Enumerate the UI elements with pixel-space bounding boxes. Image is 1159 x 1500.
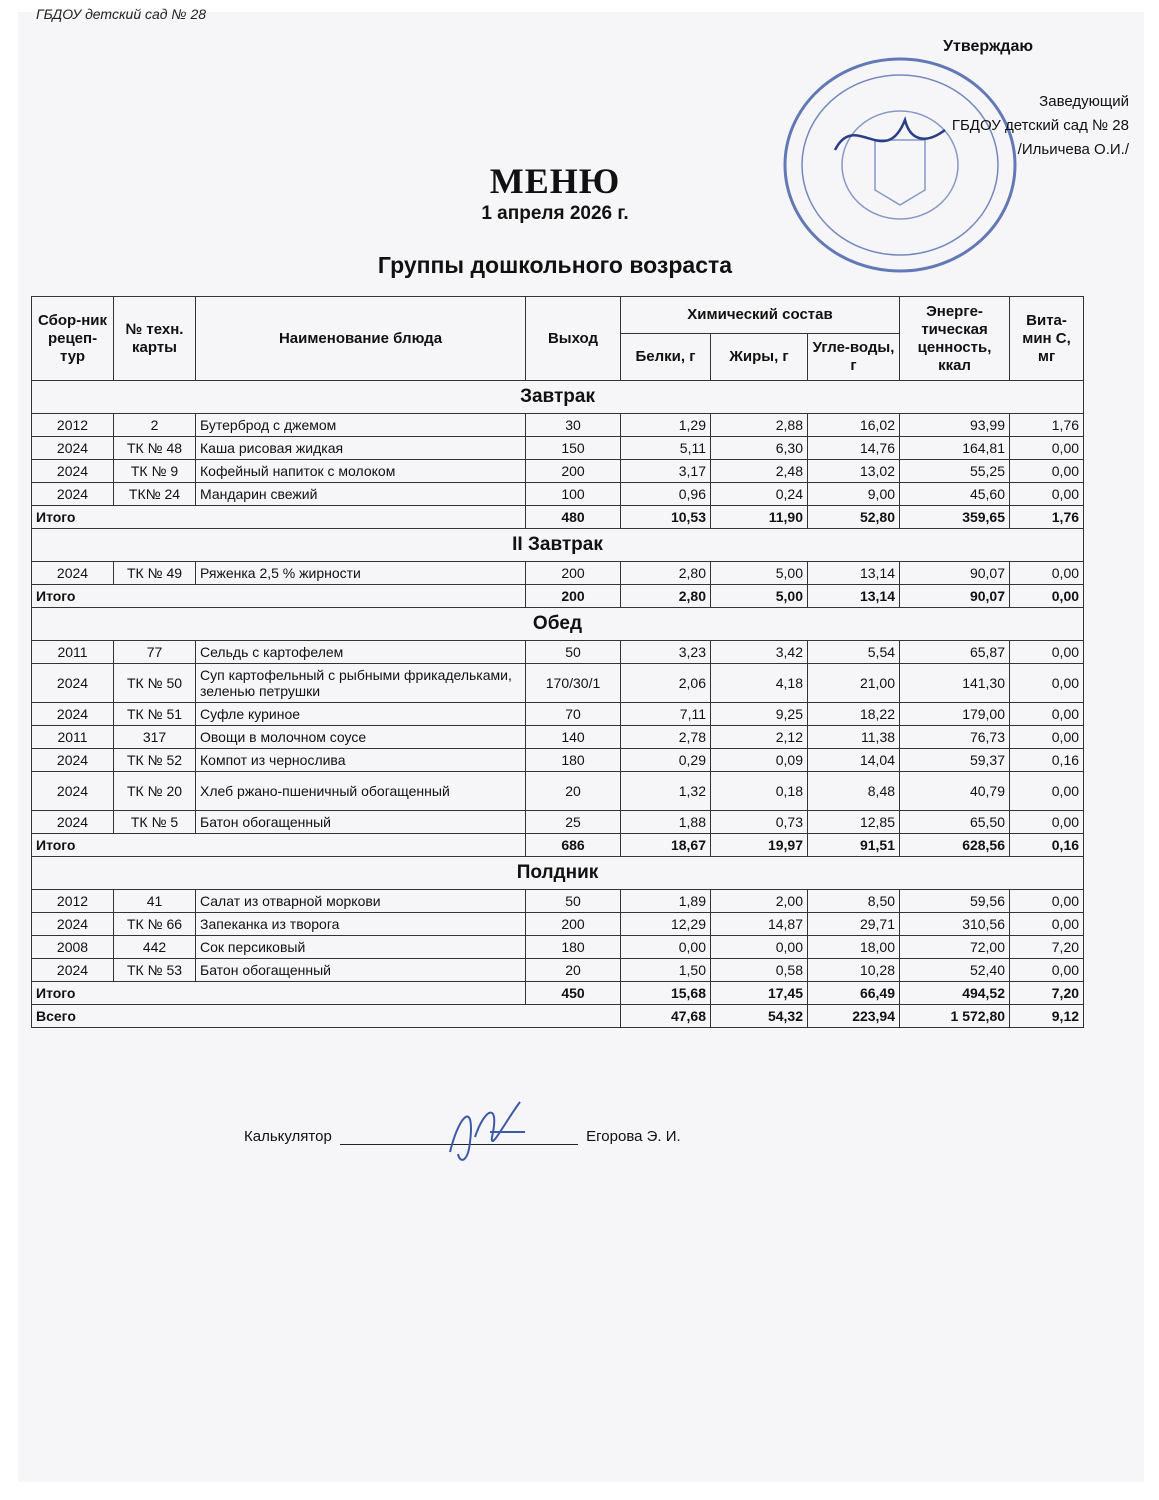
table-row — [32, 936, 1084, 959]
total-protein: 15,68 — [621, 982, 711, 1005]
cell-collection: 2011 — [32, 641, 114, 664]
cell-collection: 2011 — [32, 726, 114, 749]
cell-card: ТК № 50 — [114, 664, 196, 703]
total-label: Итого — [32, 834, 526, 857]
cell-yield: 30 — [526, 414, 621, 437]
total-protein: 2,80 — [621, 585, 711, 608]
cell-card: ТК № 5 — [114, 811, 196, 834]
cell-card: 77 — [114, 641, 196, 664]
cell-carbs: 10,28 — [808, 959, 900, 982]
cell-energy: 310,56 — [900, 913, 1010, 936]
grand-total-label: Всего — [32, 1005, 621, 1028]
cell-protein: 1,88 — [621, 811, 711, 834]
menu-body — [32, 381, 1084, 1028]
grand-total-fat: 54,32 — [711, 1005, 808, 1028]
total-carbs: 13,14 — [808, 585, 900, 608]
cell-fat: 4,18 — [711, 664, 808, 703]
cell-carbs: 12,85 — [808, 811, 900, 834]
total-carbs: 91,51 — [808, 834, 900, 857]
cell-yield: 180 — [526, 936, 621, 959]
col-energy: Энерге-тическая ценность, ккал — [900, 297, 1010, 381]
cell-dish: Салат из отварной моркови — [196, 890, 526, 913]
cell-fat: 6,30 — [711, 437, 808, 460]
cell-energy: 59,56 — [900, 890, 1010, 913]
cell-yield: 25 — [526, 811, 621, 834]
cell-energy: 90,07 — [900, 562, 1010, 585]
cell-collection: 2024 — [32, 437, 114, 460]
page-title: МЕНЮ — [489, 161, 621, 201]
cell-card: ТК № 66 — [114, 913, 196, 936]
total-protein: 18,67 — [621, 834, 711, 857]
cell-yield: 20 — [526, 772, 621, 811]
head-name: /Ильичева О.И./ — [1017, 141, 1129, 158]
cell-collection: 2012 — [32, 414, 114, 437]
cell-collection: 2024 — [32, 483, 114, 506]
approval-block — [952, 90, 1129, 162]
cell-card: ТК № 9 — [114, 460, 196, 483]
grand-total-energy: 1 572,80 — [900, 1005, 1010, 1028]
table-row — [32, 664, 1084, 703]
table-row — [32, 483, 1084, 506]
table-row — [32, 562, 1084, 585]
table-header-row — [32, 297, 1084, 334]
table-row — [32, 772, 1084, 811]
total-carbs: 66,49 — [808, 982, 900, 1005]
total-yield: 450 — [526, 982, 621, 1005]
cell-protein: 1,32 — [621, 772, 711, 811]
cell-energy: 40,79 — [900, 772, 1010, 811]
cell-fat: 2,88 — [711, 414, 808, 437]
col-vitamin: Вита-мин С, мг — [1010, 297, 1084, 381]
section-title: Обед — [32, 608, 1084, 641]
cell-yield: 100 — [526, 483, 621, 506]
total-row — [32, 834, 1084, 857]
cell-vitamin: 0,00 — [1010, 772, 1084, 811]
cell-dish: Бутерброд с джемом — [196, 414, 526, 437]
cell-dish: Батон обогащенный — [196, 811, 526, 834]
cell-collection: 2024 — [32, 460, 114, 483]
cell-yield: 20 — [526, 959, 621, 982]
cell-fat: 14,87 — [711, 913, 808, 936]
cell-energy: 55,25 — [900, 460, 1010, 483]
cell-yield: 70 — [526, 703, 621, 726]
table-row — [32, 913, 1084, 936]
cell-card: ТК № 51 — [114, 703, 196, 726]
cell-protein: 12,29 — [621, 913, 711, 936]
cell-vitamin: 0,00 — [1010, 437, 1084, 460]
cell-dish: Овощи в молочном соусе — [196, 726, 526, 749]
cell-carbs: 13,14 — [808, 562, 900, 585]
cell-fat: 0,24 — [711, 483, 808, 506]
section-row — [32, 608, 1084, 641]
total-energy: 628,56 — [900, 834, 1010, 857]
cell-carbs: 11,38 — [808, 726, 900, 749]
total-label: Итого — [32, 982, 526, 1005]
cell-carbs: 18,00 — [808, 936, 900, 959]
section-title: II Завтрак — [32, 529, 1084, 562]
cell-energy: 141,30 — [900, 664, 1010, 703]
total-yield: 686 — [526, 834, 621, 857]
total-energy: 90,07 — [900, 585, 1010, 608]
cell-yield: 170/30/1 — [526, 664, 621, 703]
cell-protein: 0,29 — [621, 749, 711, 772]
cell-vitamin: 0,00 — [1010, 483, 1084, 506]
cell-vitamin: 1,76 — [1010, 414, 1084, 437]
cell-energy: 65,50 — [900, 811, 1010, 834]
cell-yield: 200 — [526, 460, 621, 483]
cell-fat: 2,48 — [711, 460, 808, 483]
table-row — [32, 414, 1084, 437]
total-row — [32, 585, 1084, 608]
cell-dish: Сок персиковый — [196, 936, 526, 959]
cell-collection: 2024 — [32, 959, 114, 982]
cell-dish: Каша рисовая жидкая — [196, 437, 526, 460]
cell-energy: 179,00 — [900, 703, 1010, 726]
cell-protein: 3,23 — [621, 641, 711, 664]
cell-vitamin: 0,00 — [1010, 811, 1084, 834]
cell-fat: 3,42 — [711, 641, 808, 664]
cell-yield: 50 — [526, 641, 621, 664]
calculator-label: Калькулятор — [244, 1128, 332, 1145]
cell-card: 442 — [114, 936, 196, 959]
total-fat: 17,45 — [711, 982, 808, 1005]
cell-protein: 5,11 — [621, 437, 711, 460]
cell-energy: 72,00 — [900, 936, 1010, 959]
table-row — [32, 726, 1084, 749]
cell-vitamin: 7,20 — [1010, 936, 1084, 959]
total-fat: 5,00 — [711, 585, 808, 608]
col-carbs: Угле-воды, г — [808, 334, 900, 381]
cell-fat: 9,25 — [711, 703, 808, 726]
cell-card: ТК № 52 — [114, 749, 196, 772]
section-row — [32, 857, 1084, 890]
total-yield: 480 — [526, 506, 621, 529]
total-vitamin: 0,00 — [1010, 585, 1084, 608]
cell-vitamin: 0,00 — [1010, 959, 1084, 982]
cell-vitamin: 0,16 — [1010, 749, 1084, 772]
cell-protein: 1,50 — [621, 959, 711, 982]
cell-carbs: 14,76 — [808, 437, 900, 460]
cell-carbs: 16,02 — [808, 414, 900, 437]
cell-vitamin: 0,00 — [1010, 641, 1084, 664]
cell-collection: 2012 — [32, 890, 114, 913]
total-energy: 359,65 — [900, 506, 1010, 529]
cell-vitamin: 0,00 — [1010, 890, 1084, 913]
cell-protein: 3,17 — [621, 460, 711, 483]
col-fat: Жиры, г — [711, 334, 808, 381]
table-row — [32, 811, 1084, 834]
cell-energy: 76,73 — [900, 726, 1010, 749]
col-card: № техн. карты — [114, 297, 196, 381]
cell-fat: 0,00 — [711, 936, 808, 959]
cell-dish: Сельдь с картофелем — [196, 641, 526, 664]
cell-carbs: 5,54 — [808, 641, 900, 664]
total-protein: 10,53 — [621, 506, 711, 529]
cell-carbs: 8,48 — [808, 772, 900, 811]
table-row — [32, 890, 1084, 913]
total-fat: 11,90 — [711, 506, 808, 529]
cell-dish: Батон обогащенный — [196, 959, 526, 982]
org-header: ГБДОУ детский сад № 28 — [36, 6, 207, 22]
total-vitamin: 0,16 — [1010, 834, 1084, 857]
col-collection: Сбор-ник рецеп-тур — [32, 297, 114, 381]
cell-collection: 2024 — [32, 562, 114, 585]
cell-yield: 200 — [526, 562, 621, 585]
cell-protein: 2,78 — [621, 726, 711, 749]
cell-collection: 2024 — [32, 749, 114, 772]
total-fat: 19,97 — [711, 834, 808, 857]
cell-dish: Мандарин свежий — [196, 483, 526, 506]
cell-vitamin: 0,00 — [1010, 562, 1084, 585]
cell-collection: 2024 — [32, 811, 114, 834]
cell-dish: Суфле куриное — [196, 703, 526, 726]
section-row — [32, 529, 1084, 562]
cell-vitamin: 0,00 — [1010, 726, 1084, 749]
position-title: Заведующий — [1039, 93, 1129, 110]
cell-energy: 164,81 — [900, 437, 1010, 460]
cell-yield: 140 — [526, 726, 621, 749]
cell-vitamin: 0,00 — [1010, 703, 1084, 726]
table-row — [32, 749, 1084, 772]
cell-protein: 2,06 — [621, 664, 711, 703]
cell-collection: 2024 — [32, 703, 114, 726]
total-energy: 494,52 — [900, 982, 1010, 1005]
cell-carbs: 21,00 — [808, 664, 900, 703]
cell-vitamin: 0,00 — [1010, 460, 1084, 483]
cell-protein: 0,00 — [621, 936, 711, 959]
grand-total-carbs: 223,94 — [808, 1005, 900, 1028]
total-carbs: 52,80 — [808, 506, 900, 529]
cell-collection: 2024 — [32, 772, 114, 811]
cell-collection: 2008 — [32, 936, 114, 959]
cell-yield: 50 — [526, 890, 621, 913]
cell-card: ТК № 53 — [114, 959, 196, 982]
calculator-name: Егорова Э. И. — [586, 1128, 681, 1145]
col-protein: Белки, г — [621, 334, 711, 381]
cell-fat: 2,00 — [711, 890, 808, 913]
col-yield: Выход — [526, 297, 621, 381]
cell-carbs: 29,71 — [808, 913, 900, 936]
menu-table — [31, 296, 1084, 1028]
table-row — [32, 437, 1084, 460]
col-chem: Химический состав — [621, 297, 900, 334]
cell-fat: 0,09 — [711, 749, 808, 772]
cell-protein: 2,80 — [621, 562, 711, 585]
cell-card: ТК№ 24 — [114, 483, 196, 506]
org-name: ГБДОУ детский сад № 28 — [951, 117, 1129, 134]
grand-total-protein: 47,68 — [621, 1005, 711, 1028]
cell-yield: 150 — [526, 437, 621, 460]
total-yield: 200 — [526, 585, 621, 608]
total-vitamin: 1,76 — [1010, 506, 1084, 529]
cell-yield: 180 — [526, 749, 621, 772]
cell-carbs: 14,04 — [808, 749, 900, 772]
section-title: Полдник — [32, 857, 1084, 890]
table-row — [32, 959, 1084, 982]
cell-fat: 0,73 — [711, 811, 808, 834]
cell-card: 41 — [114, 890, 196, 913]
cell-card: 2 — [114, 414, 196, 437]
cell-dish: Компот из чернослива — [196, 749, 526, 772]
cell-yield: 200 — [526, 913, 621, 936]
cell-protein: 1,29 — [621, 414, 711, 437]
table-row — [32, 641, 1084, 664]
cell-card: 317 — [114, 726, 196, 749]
col-dish: Наименование блюда — [196, 297, 526, 381]
cell-energy: 59,37 — [900, 749, 1010, 772]
cell-carbs: 13,02 — [808, 460, 900, 483]
grand-total-vitamin: 9,12 — [1010, 1005, 1084, 1028]
signature-mark — [430, 1092, 540, 1172]
total-label: Итого — [32, 506, 526, 529]
cell-protein: 1,89 — [621, 890, 711, 913]
total-row — [32, 982, 1084, 1005]
cell-protein: 7,11 — [621, 703, 711, 726]
cell-dish: Кофейный напиток с молоком — [196, 460, 526, 483]
cell-card: ТК № 49 — [114, 562, 196, 585]
cell-dish: Запеканка из творога — [196, 913, 526, 936]
cell-collection: 2024 — [32, 664, 114, 703]
menu-date: 1 апреля 2026 г. — [481, 203, 629, 224]
cell-vitamin: 0,00 — [1010, 664, 1084, 703]
cell-card: ТК № 48 — [114, 437, 196, 460]
cell-collection: 2024 — [32, 913, 114, 936]
cell-energy: 93,99 — [900, 414, 1010, 437]
table-row — [32, 460, 1084, 483]
cell-protein: 0,96 — [621, 483, 711, 506]
cell-carbs: 8,50 — [808, 890, 900, 913]
cell-fat: 5,00 — [711, 562, 808, 585]
cell-energy: 65,87 — [900, 641, 1010, 664]
section-row — [32, 381, 1084, 414]
total-vitamin: 7,20 — [1010, 982, 1084, 1005]
cell-dish: Ряженка 2,5 % жирности — [196, 562, 526, 585]
approve-label: Утверждаю — [943, 38, 1033, 55]
cell-card: ТК № 20 — [114, 772, 196, 811]
grand-total-row — [32, 1005, 1084, 1028]
table-row — [32, 703, 1084, 726]
section-title: Завтрак — [32, 381, 1084, 414]
cell-fat: 0,18 — [711, 772, 808, 811]
cell-dish: Хлеб ржано-пшеничный обогащенный — [196, 772, 526, 811]
cell-energy: 52,40 — [900, 959, 1010, 982]
cell-fat: 0,58 — [711, 959, 808, 982]
total-label: Итого — [32, 585, 526, 608]
cell-fat: 2,12 — [711, 726, 808, 749]
group-title: Группы дошкольного возраста — [377, 252, 733, 278]
cell-vitamin: 0,00 — [1010, 913, 1084, 936]
cell-carbs: 18,22 — [808, 703, 900, 726]
cell-energy: 45,60 — [900, 483, 1010, 506]
cell-carbs: 9,00 — [808, 483, 900, 506]
total-row — [32, 506, 1084, 529]
cell-dish: Суп картофельный с рыбными фрикадельками, зеленью петрушки — [196, 664, 526, 703]
